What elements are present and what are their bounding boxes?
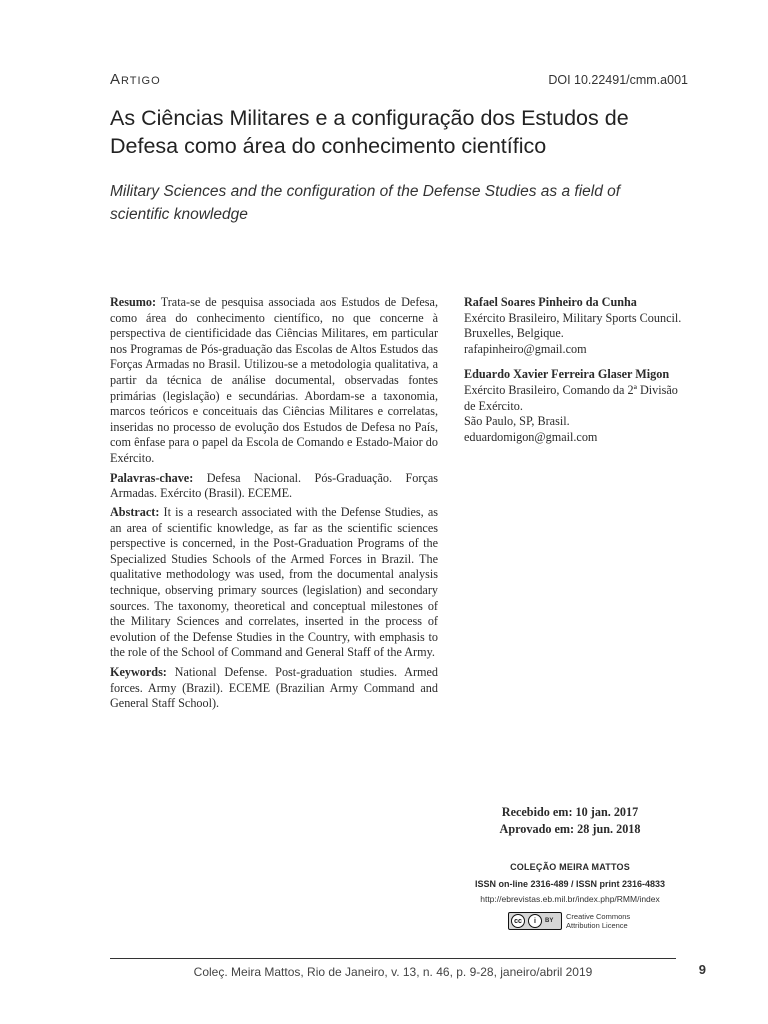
- cc-license-text: [566, 912, 630, 930]
- resumo-section: [110, 295, 438, 502]
- author-card: [464, 295, 689, 357]
- footer-citation: Coleç. Meira Mattos, Rio de Janeiro, v. 13, n. 46, p. 9-28, janeiro/abril 2019: [193, 965, 593, 979]
- author-affiliation: Exército Brasileiro, Comando da 2ª Divisão de Exército.: [464, 382, 678, 413]
- section-label: Artigo: [110, 71, 161, 88]
- article-title: As Ciências Militares e a configuração dos Estudos de Defesa como área do conhecimento científico: [110, 106, 629, 158]
- keywords-paragraph: [110, 665, 438, 712]
- cc-by-text: BY: [545, 918, 554, 924]
- cc-icon: cc: [511, 914, 525, 928]
- resumo-paragraph: [110, 295, 438, 467]
- cc-by-badge[interactable]: [508, 912, 562, 930]
- approved-date: Aprovado em: 28 jun. 2018: [499, 822, 641, 836]
- resumo-label: Resumo:: [110, 295, 157, 309]
- journal-issn: ISSN on-line 2316-489 / ISSN print 2316-4833: [474, 879, 666, 889]
- author-card: [464, 367, 689, 445]
- keywords-label: Keywords:: [110, 664, 167, 679]
- cc-license-line2: Attribution Licence: [566, 921, 628, 930]
- abstract-text: It is a research associated with the Defense Studies, as an area of scientific knowledge, as far as the scientific sciences perspective is concerned, in the Post-Graduation Programs of the Specialized Studies Schools of the Armed Forces in Brazil. The qualitative methodology was used, from the documental analysis technique, observing primary sources (legislation) and secondary sources. The taxonomy, theoretical and conceptual milestones of the Military Sciences and correlates, inserted in the process of evolution of the Defense Studies in the Country, with emphasis to the role of the School of Command and General Staff of the Army.: [110, 505, 438, 660]
- palavras-chave-text: Defesa Nacional. Pós-Graduação. Forças Armadas. Exército (Brasil). ECEME.: [110, 470, 438, 501]
- attribution-person-icon: i: [528, 914, 542, 928]
- submission-dates: [430, 804, 710, 838]
- author-affiliation: Exército Brasileiro, Military Sports Council.: [464, 310, 682, 325]
- author-location: Bruxelles, Belgique.: [464, 326, 564, 341]
- author-name: Rafael Soares Pinheiro da Cunha: [464, 295, 637, 309]
- author-email[interactable]: rafapinheiro@gmail.com: [464, 341, 587, 356]
- journal-info: [430, 858, 710, 906]
- authors-list: [464, 295, 689, 455]
- cc-license-line1: Creative Commons: [566, 912, 631, 921]
- doi-link[interactable]: DOI 10.22491/cmm.a001: [548, 73, 688, 87]
- article-subtitle-english: Military Sciences and the configuration of the Defense Studies as a field of scientific knowledge: [110, 183, 621, 223]
- palavras-chave-label: Palavras-chave:: [110, 470, 194, 485]
- keywords-text: National Defense. Post-graduation studies. Armed forces. Army (Brazil). ECEME (Brazilian Army Command and General Staff School).: [110, 664, 438, 711]
- author-email[interactable]: eduardomigon@gmail.com: [464, 429, 598, 444]
- resumo-text: Trata-se de pesquisa associada aos Estudos de Defesa, como área do conhecimento científico, no que concerne à perspectiva de cientificidade das Ciências Militares, em particular nos Programas de Pós-graduação das Escolas de Altos Estudos das Forças Armadas no Brasil. Utilizou-se a metodologia qualitativa, a partir da técnica de análise documental, observadas fontes primárias (legislação) e secundárias. Abordam-se a taxonomia, marcos teóricos e conceituais das Ciências Militares e correlatas, inseridas no processo de evolução dos Estudos de Defesa no País, com ênfase para o papel da Escola de Comando e Estado-Maior do Exército.: [110, 295, 438, 465]
- journal-title: COLEÇÃO MEIRA MATTOS: [510, 862, 630, 872]
- journal-url[interactable]: http://ebrevistas.eb.mil.br/index.php/RMM/index: [480, 894, 660, 904]
- author-name: Eduardo Xavier Ferreira Glaser Migon: [464, 367, 670, 382]
- abstract-section: [110, 505, 438, 712]
- abstract-label: Abstract:: [110, 505, 160, 519]
- received-date: Recebido em: 10 jan. 2017: [501, 805, 639, 819]
- author-location: São Paulo, SP, Brasil.: [464, 414, 570, 429]
- abstract-paragraph: [110, 505, 438, 661]
- palavras-chave-paragraph: [110, 471, 438, 502]
- page-number: 9: [698, 962, 706, 977]
- cc-license[interactable]: [508, 912, 630, 930]
- footer-divider: [110, 958, 676, 959]
